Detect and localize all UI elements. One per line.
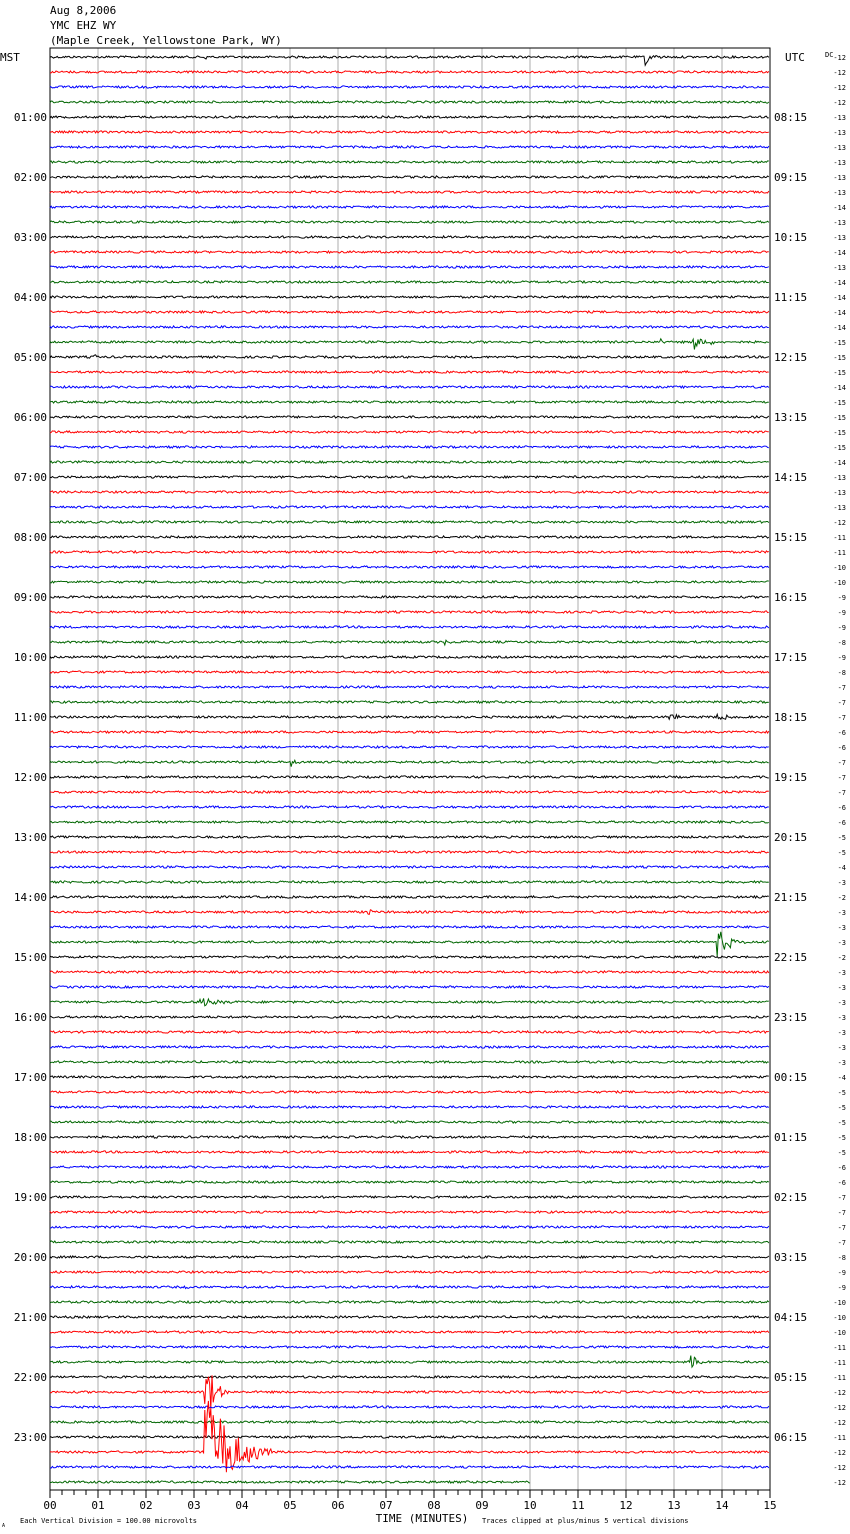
dc-offset-label: -12 xyxy=(833,1464,846,1472)
trace-43 xyxy=(50,701,769,703)
dc-offset-label: -12 xyxy=(833,84,846,92)
left-hour-label: 18:00 xyxy=(13,1131,47,1144)
x-tick-label: 11 xyxy=(571,1499,585,1512)
left-hour-label: 04:00 xyxy=(13,291,47,304)
left-hour-label: 07:00 xyxy=(13,471,47,484)
dc-offset-label: -12 xyxy=(833,69,846,77)
left-hour-label: 14:00 xyxy=(13,891,47,904)
trace-90 xyxy=(50,1406,769,1408)
trace-54 xyxy=(50,866,769,868)
dc-offset-label: -7 xyxy=(837,789,846,797)
dc-offset-label: -5 xyxy=(837,1134,846,1142)
dc-offset-label: -7 xyxy=(837,1239,846,1247)
dc-offset-label: -11 xyxy=(833,1374,846,1382)
x-axis xyxy=(2,1490,777,1529)
trace-6 xyxy=(50,146,769,148)
trace-4 xyxy=(50,116,769,118)
trace-62 xyxy=(50,986,769,988)
dc-offset-label: -6 xyxy=(837,819,846,827)
trace-51 xyxy=(50,821,769,823)
x-tick-label: 04 xyxy=(235,1499,249,1512)
dc-offset-label: -11 xyxy=(833,1344,846,1352)
trace-94 xyxy=(50,1466,769,1468)
left-hour-label: 21:00 xyxy=(13,1311,47,1324)
right-hour-label: 17:15 xyxy=(774,651,808,664)
trace-35 xyxy=(50,581,769,583)
dc-offset-label: -5 xyxy=(837,1104,846,1112)
x-tick-label: 01 xyxy=(91,1499,105,1512)
trace-77 xyxy=(50,1211,769,1213)
trace-87 xyxy=(50,1356,769,1368)
trace-30 xyxy=(50,506,769,508)
x-tick-label: 13 xyxy=(667,1499,681,1512)
left-hour-label: 12:00 xyxy=(13,771,47,784)
trace-86 xyxy=(50,1346,769,1348)
trace-55 xyxy=(50,881,769,883)
left-hour-label: 06:00 xyxy=(13,411,47,424)
trace-3 xyxy=(50,101,769,103)
grid xyxy=(50,48,770,1490)
dc-offset-label: -15 xyxy=(833,399,846,407)
trace-64 xyxy=(50,1016,769,1018)
left-hour-label: 08:00 xyxy=(13,531,47,544)
dc-offset-label: -6 xyxy=(837,744,846,752)
trace-15 xyxy=(50,281,769,283)
dc-offset-label: -9 xyxy=(837,624,846,632)
left-hour-label: 01:00 xyxy=(13,111,47,124)
trace-26 xyxy=(50,446,769,448)
dc-offset-label: -8 xyxy=(837,669,846,677)
trace-20 xyxy=(50,355,769,358)
left-hour-label: 15:00 xyxy=(13,951,47,964)
dc-offset-label: -2 xyxy=(837,894,846,902)
dc-offset-label: -3 xyxy=(837,909,846,917)
dc-offset-label: -9 xyxy=(837,654,846,662)
trace-45 xyxy=(50,731,769,733)
dc-offset-label: -10 xyxy=(833,1329,846,1337)
dc-offset-label: -6 xyxy=(837,1164,846,1172)
dc-offset-label: -3 xyxy=(837,999,846,1007)
date-label: Aug 8,2006 xyxy=(50,4,117,17)
x-tick-label: 00 xyxy=(43,1499,57,1512)
trace-18 xyxy=(50,326,769,328)
trace-76 xyxy=(50,1196,769,1198)
x-tick-label: 09 xyxy=(475,1499,489,1512)
trace-67 xyxy=(50,1061,769,1063)
dc-offset-label: -6 xyxy=(837,1179,846,1187)
trace-81 xyxy=(50,1271,769,1273)
trace-85 xyxy=(50,1331,769,1333)
trace-41 xyxy=(50,671,769,673)
trace-38 xyxy=(50,626,769,628)
trace-57 xyxy=(50,910,769,915)
trace-61 xyxy=(50,971,769,973)
dc-offset-label: -15 xyxy=(833,429,846,437)
trace-24 xyxy=(50,416,769,418)
x-tick-label: 14 xyxy=(715,1499,729,1512)
trace-79 xyxy=(50,1241,769,1243)
trace-44 xyxy=(50,714,769,719)
trace-47 xyxy=(50,760,769,766)
dc-offset-label: -10 xyxy=(833,1314,846,1322)
trace-9 xyxy=(50,191,769,193)
dc-offset-label: -7 xyxy=(837,714,846,722)
dc-offset-label: -3 xyxy=(837,1059,846,1067)
dc-offset-label: -12 xyxy=(833,54,846,62)
vertical-division-note: Each Vertical Division = 100.00 microvolts xyxy=(20,1517,198,1525)
trace-50 xyxy=(50,806,769,808)
traces xyxy=(50,56,769,1484)
trace-56 xyxy=(50,896,769,898)
dc-offset-label: -12 xyxy=(833,1479,846,1487)
right-hour-label: 09:15 xyxy=(774,171,808,184)
trace-39 xyxy=(50,640,769,645)
dc-offset-label: -3 xyxy=(837,879,846,887)
dc-offset-label: -9 xyxy=(837,1284,846,1292)
dc-offset-label: -11 xyxy=(833,534,846,542)
dc-offset-label: -5 xyxy=(837,834,846,842)
x-tick-label: 06 xyxy=(331,1499,345,1512)
dc-offset-label: -9 xyxy=(837,609,846,617)
trace-40 xyxy=(50,656,769,658)
left-hour-label: 17:00 xyxy=(13,1071,47,1084)
dc-offset-label: -14 xyxy=(833,384,846,392)
dc-offset-label: -3 xyxy=(837,1014,846,1022)
dc-offset-label: -8 xyxy=(837,1254,846,1262)
dc-offset-label: -7 xyxy=(837,699,846,707)
right-hour-label: 02:15 xyxy=(774,1191,808,1204)
dc-offset-label: -7 xyxy=(837,1194,846,1202)
trace-68 xyxy=(50,1076,769,1078)
right-hour-label: 21:15 xyxy=(774,891,808,904)
dc-offset-label: -3 xyxy=(837,984,846,992)
trace-42 xyxy=(50,686,769,688)
trace-89 xyxy=(50,1375,769,1409)
right-hour-label: 11:15 xyxy=(774,291,808,304)
trace-91 xyxy=(50,1421,769,1423)
left-hour-label: 02:00 xyxy=(13,171,47,184)
dc-offset-label: -15 xyxy=(833,339,846,347)
trace-28 xyxy=(50,476,769,478)
dc-offset-label: -2 xyxy=(837,954,846,962)
dc-offset-label: -13 xyxy=(833,129,846,137)
station-label: YMC EHZ WY xyxy=(50,19,117,32)
dc-offset-label: -14 xyxy=(833,324,846,332)
dc-offset-label: -13 xyxy=(833,144,846,152)
dc-offset-label: -12 xyxy=(833,519,846,527)
x-tick-label: 08 xyxy=(427,1499,441,1512)
right-hour-label: 20:15 xyxy=(774,831,808,844)
dc-offset-label: -15 xyxy=(833,369,846,377)
trace-2 xyxy=(50,86,769,88)
left-hour-label: 22:00 xyxy=(13,1371,47,1384)
dc-offset-label: -14 xyxy=(833,294,846,302)
right-hour-label: 16:15 xyxy=(774,591,808,604)
trace-32 xyxy=(50,536,769,538)
dc-offset-label: -7 xyxy=(837,1209,846,1217)
trace-80 xyxy=(50,1256,769,1258)
trace-10 xyxy=(50,206,769,208)
dc-offset-label: -12 xyxy=(833,1389,846,1397)
dc-offset-label: -3 xyxy=(837,939,846,947)
trace-14 xyxy=(50,266,769,268)
left-hour-label: 16:00 xyxy=(13,1011,47,1024)
trace-75 xyxy=(50,1181,769,1183)
trace-12 xyxy=(50,236,769,238)
trace-58 xyxy=(50,926,769,928)
dc-offset-label: -7 xyxy=(837,684,846,692)
left-hour-label: 19:00 xyxy=(13,1191,47,1204)
right-hour-label: 06:15 xyxy=(774,1431,808,1444)
trace-59 xyxy=(50,932,769,957)
trace-29 xyxy=(50,491,769,493)
right-hour-label: 23:15 xyxy=(774,1011,808,1024)
right-hour-label: 15:15 xyxy=(774,531,808,544)
dc-offset-label: -13 xyxy=(833,489,846,497)
dc-offset-label: -7 xyxy=(837,1224,846,1232)
right-hour-label: 14:15 xyxy=(774,471,808,484)
right-hour-label: 03:15 xyxy=(774,1251,808,1264)
left-hour-label: 13:00 xyxy=(13,831,47,844)
trace-11 xyxy=(50,221,769,223)
dc-offset-label: -7 xyxy=(837,759,846,767)
trace-69 xyxy=(50,1091,769,1093)
right-hour-label: 01:15 xyxy=(774,1131,808,1144)
dc-offset-label: -13 xyxy=(833,234,846,242)
trace-36 xyxy=(50,596,769,598)
trace-13 xyxy=(50,251,769,253)
dc-offset-label: -13 xyxy=(833,219,846,227)
left-hour-label: 11:00 xyxy=(13,711,47,724)
right-hour-label: 05:15 xyxy=(774,1371,808,1384)
dc-offset-label: -9 xyxy=(837,594,846,602)
right-hour-label: 00:15 xyxy=(774,1071,808,1084)
dc-offset-label: -5 xyxy=(837,1089,846,1097)
dc-offset-label: -3 xyxy=(837,969,846,977)
trace-63 xyxy=(50,998,769,1005)
dc-offset-label: -5 xyxy=(837,849,846,857)
left-hour-label: 09:00 xyxy=(13,591,47,604)
trace-65 xyxy=(50,1031,769,1033)
dc-offset-label: -13 xyxy=(833,504,846,512)
trace-22 xyxy=(50,386,769,388)
dc-offset-label: -12 xyxy=(833,1419,846,1427)
dc-offset-label: -10 xyxy=(833,579,846,587)
x-tick-label: 02 xyxy=(139,1499,153,1512)
trace-84 xyxy=(50,1316,769,1318)
dc-offset-label: -9 xyxy=(837,1269,846,1277)
right-timezone-label: UTC xyxy=(785,51,805,64)
dc-label: DC xyxy=(825,51,834,59)
dc-offset-label: -5 xyxy=(837,1119,846,1127)
trace-31 xyxy=(50,521,769,523)
dc-offset-label: -13 xyxy=(833,474,846,482)
clip-note: Traces clipped at plus/minus 5 vertical divisions xyxy=(482,1517,689,1525)
dc-offset-label: -14 xyxy=(833,204,846,212)
right-hour-label: 12:15 xyxy=(774,351,808,364)
trace-83 xyxy=(50,1301,769,1303)
dc-offset-label: -15 xyxy=(833,414,846,422)
dc-offset-label: -15 xyxy=(833,354,846,362)
dc-offset-label: -4 xyxy=(837,1074,846,1082)
dc-offset-label: -13 xyxy=(833,174,846,182)
trace-71 xyxy=(50,1121,769,1123)
trace-17 xyxy=(50,311,769,313)
dc-offset-label: -13 xyxy=(833,159,846,167)
right-hour-label: 19:15 xyxy=(774,771,808,784)
trace-33 xyxy=(50,551,769,553)
trace-70 xyxy=(50,1106,769,1108)
dc-offset-label: -3 xyxy=(837,924,846,932)
dc-offset-label: -14 xyxy=(833,249,846,257)
trace-21 xyxy=(50,371,769,373)
left-hour-label: 23:00 xyxy=(13,1431,47,1444)
trace-23 xyxy=(50,401,769,403)
dc-offset-label: -10 xyxy=(833,564,846,572)
x-tick-label: 15 xyxy=(763,1499,777,1512)
dc-offset-label: -13 xyxy=(833,264,846,272)
dc-offset-label: -5 xyxy=(837,1149,846,1157)
left-hour-label: 10:00 xyxy=(13,651,47,664)
dc-offset-label: -12 xyxy=(833,1404,846,1412)
x-tick-label: 10 xyxy=(523,1499,537,1512)
trace-78 xyxy=(50,1226,769,1228)
dc-offset-label: -11 xyxy=(833,1359,846,1367)
trace-49 xyxy=(50,791,769,793)
right-hour-label: 08:15 xyxy=(774,111,808,124)
trace-1 xyxy=(50,71,769,73)
dc-offset-label: -12 xyxy=(833,99,846,107)
right-hour-label: 04:15 xyxy=(774,1311,808,1324)
trace-0 xyxy=(50,56,769,66)
dc-offset-label: -11 xyxy=(833,1434,846,1442)
left-hour-label: 05:00 xyxy=(13,351,47,364)
trace-82 xyxy=(50,1285,769,1288)
trace-88 xyxy=(50,1376,769,1378)
right-hour-label: 18:15 xyxy=(774,711,808,724)
trace-52 xyxy=(50,836,769,838)
trace-66 xyxy=(50,1046,769,1048)
right-hour-label: 13:15 xyxy=(774,411,808,424)
dc-offset-label: -7 xyxy=(837,774,846,782)
dc-offset-label: -14 xyxy=(833,279,846,287)
corner-mark: A xyxy=(2,1523,6,1529)
dc-offset-label: -6 xyxy=(837,804,846,812)
trace-53 xyxy=(50,851,769,853)
trace-92 xyxy=(50,1436,769,1438)
dc-offset-label: -3 xyxy=(837,1029,846,1037)
trace-46 xyxy=(50,746,769,748)
left-hour-label: 03:00 xyxy=(13,231,47,244)
dc-offset-label: -11 xyxy=(833,549,846,557)
trace-37 xyxy=(50,611,769,613)
trace-25 xyxy=(50,431,769,433)
trace-74 xyxy=(50,1166,769,1168)
right-hour-label: 10:15 xyxy=(774,231,808,244)
right-hour-label: 22:15 xyxy=(774,951,808,964)
x-tick-label: 05 xyxy=(283,1499,297,1512)
dc-offset-label: -14 xyxy=(833,309,846,317)
dc-offset-label: -3 xyxy=(837,1044,846,1052)
dc-offset-label: -4 xyxy=(837,864,846,872)
trace-27 xyxy=(50,461,769,463)
dc-offset-label: -13 xyxy=(833,114,846,122)
x-tick-label: 03 xyxy=(187,1499,201,1512)
trace-8 xyxy=(50,176,769,178)
x-tick-label: 07 xyxy=(379,1499,393,1512)
x-tick-label: 12 xyxy=(619,1499,633,1512)
trace-7 xyxy=(50,161,769,163)
trace-73 xyxy=(50,1151,769,1153)
dc-offset-label: -13 xyxy=(833,189,846,197)
x-axis-title: TIME (MINUTES) xyxy=(375,1512,469,1525)
trace-5 xyxy=(50,131,769,133)
left-hour-label: 20:00 xyxy=(13,1251,47,1264)
dc-offset-label: -8 xyxy=(837,639,846,647)
trace-60 xyxy=(50,956,769,958)
dc-offset-label: -15 xyxy=(833,444,846,452)
trace-48 xyxy=(50,776,769,778)
dc-offset-label: -6 xyxy=(837,729,846,737)
dc-offset-label: -12 xyxy=(833,1449,846,1457)
dc-offset-label: -10 xyxy=(833,1299,846,1307)
left-timezone-label: MST xyxy=(0,51,20,64)
trace-34 xyxy=(50,566,769,568)
trace-16 xyxy=(50,296,769,298)
plot-frame xyxy=(50,48,770,1490)
trace-72 xyxy=(50,1136,769,1138)
location-label: (Maple Creek, Yellowstone Park, WY) xyxy=(50,34,282,47)
dc-offset-label: -14 xyxy=(833,459,846,467)
trace-19 xyxy=(50,339,769,350)
